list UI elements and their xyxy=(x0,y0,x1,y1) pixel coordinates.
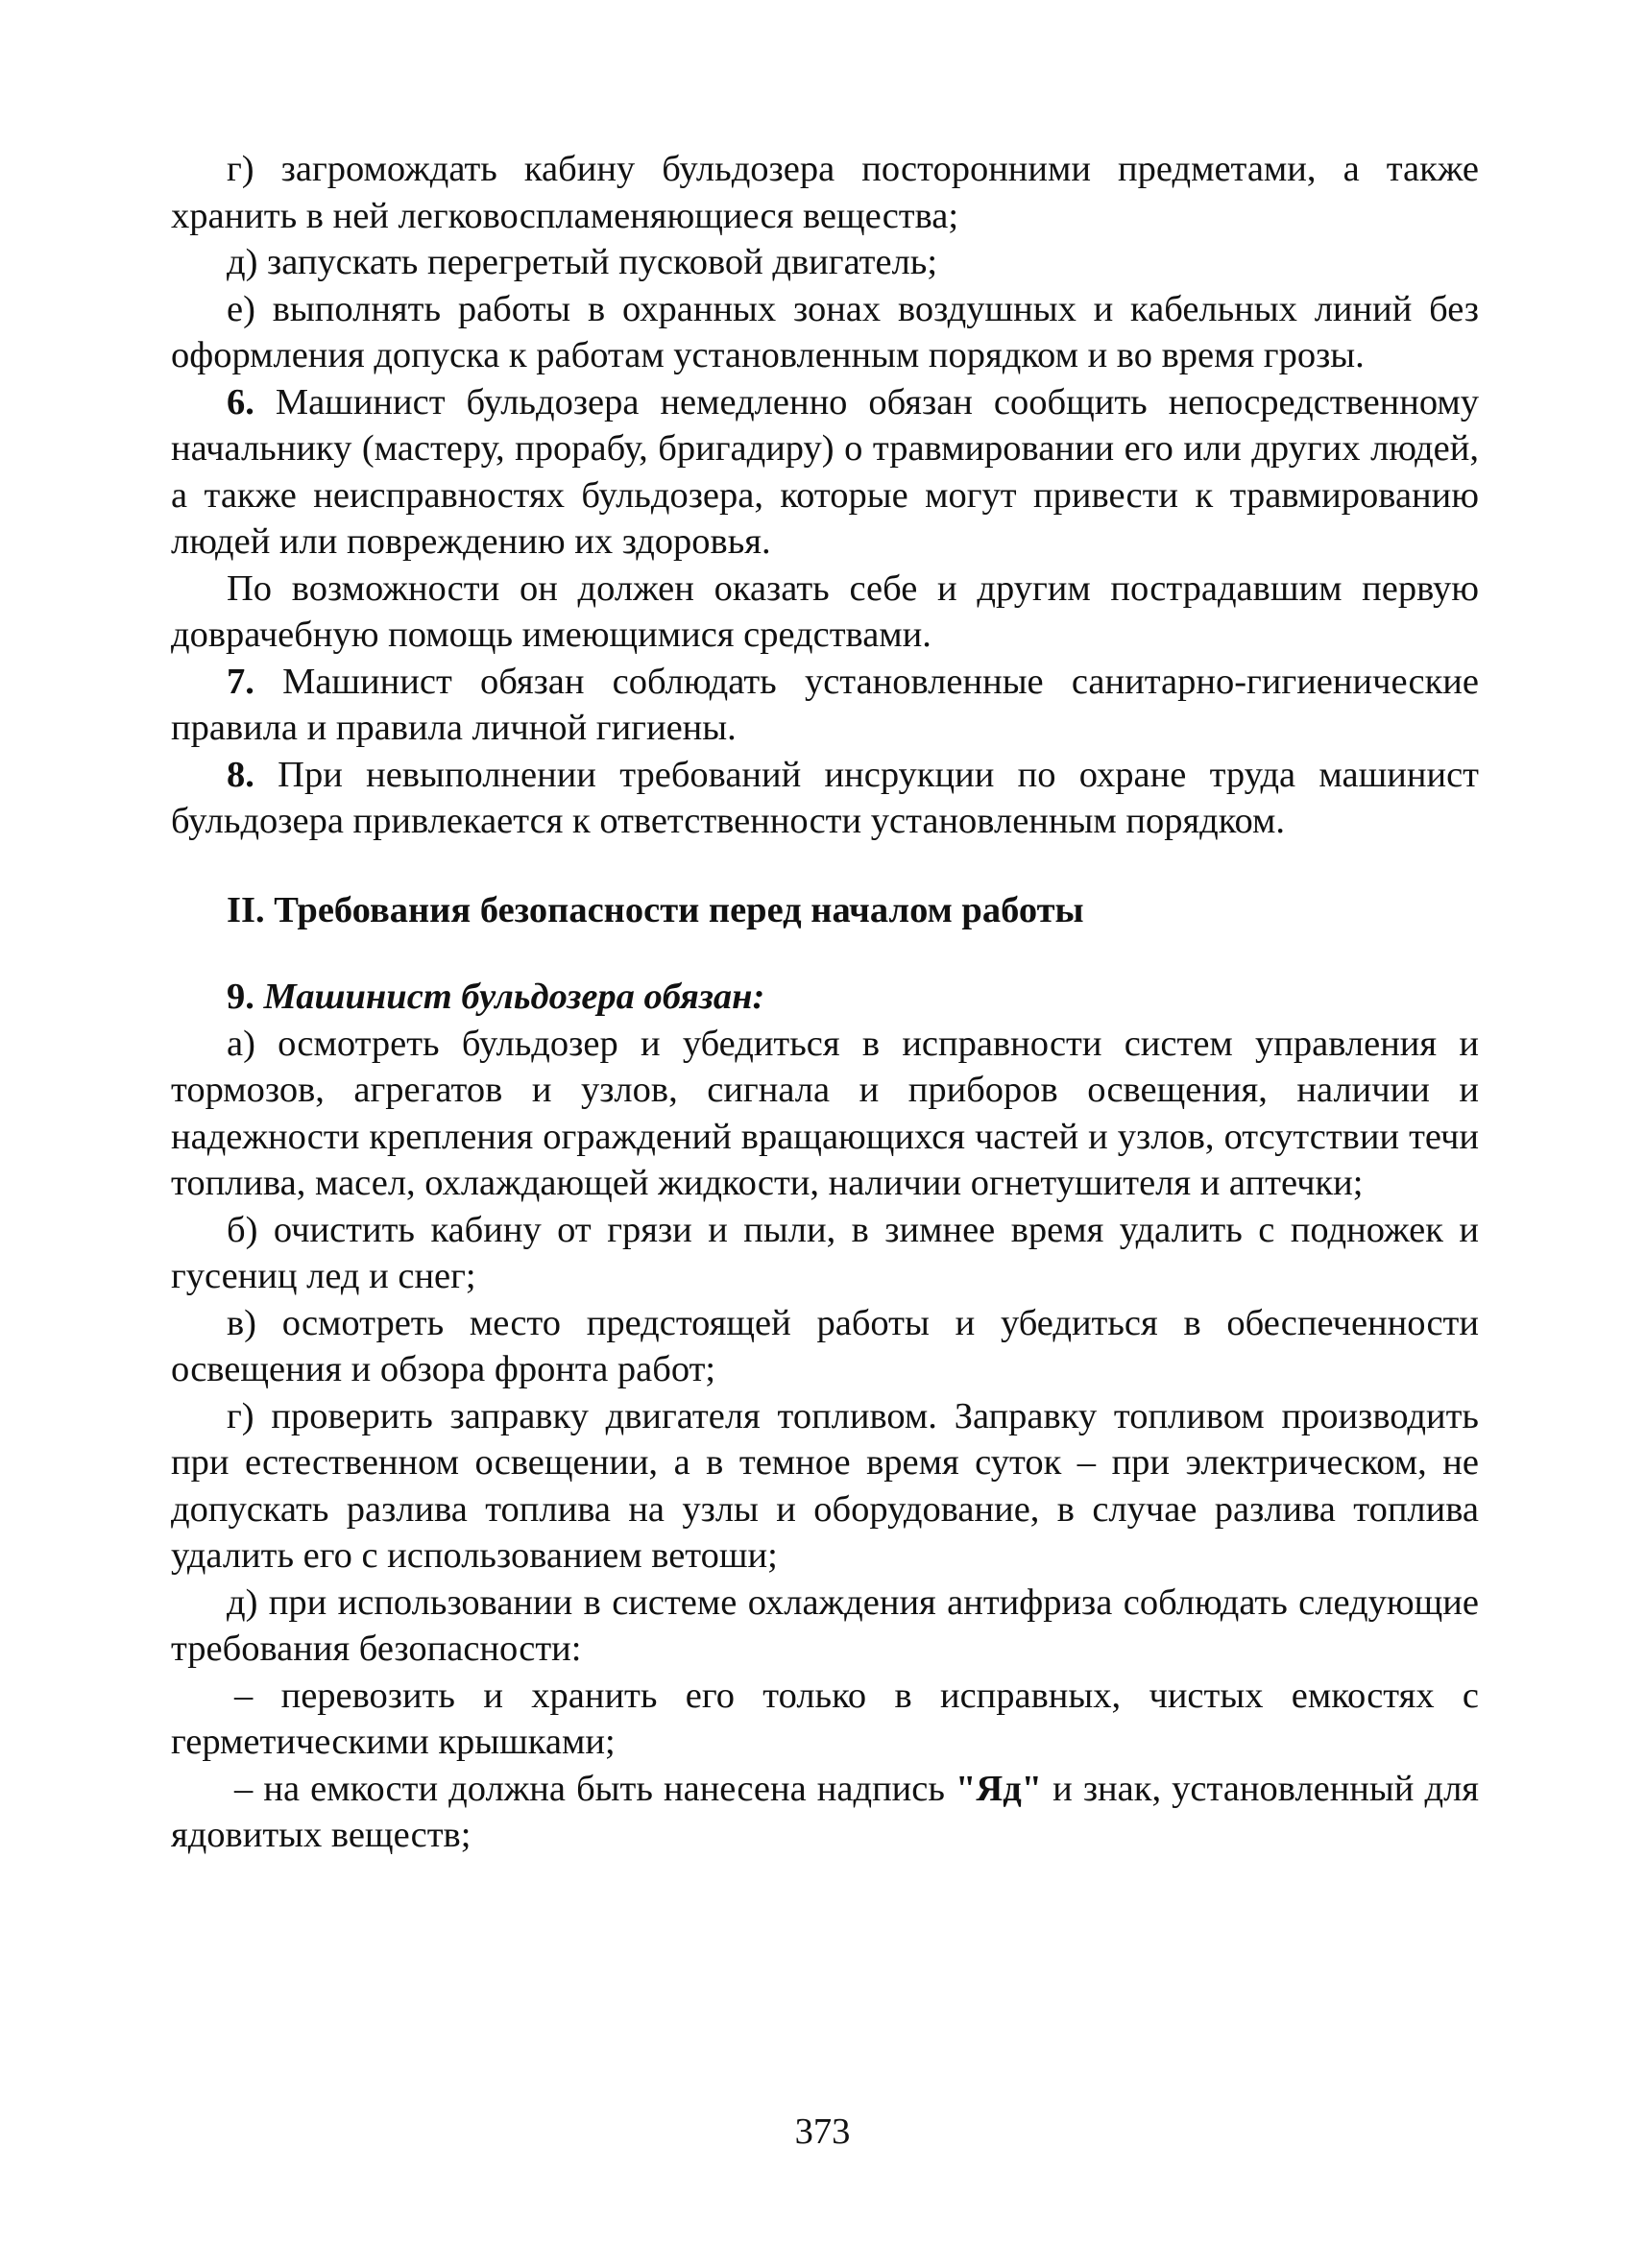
paragraph-item-6-extra: По возможности он должен оказать себе и другим пострадавшим первую доврачебную помощь имеющимися средствами. xyxy=(171,567,1479,655)
item-8-text: При невыполнении требований инсрукции по охране труда машинист бульдозера привлекается к ответственности установленным порядком. xyxy=(171,754,1479,841)
item-number-6: 6. xyxy=(227,381,254,422)
list-item-a: а) осмотреть бульдозер и убедиться в исправности систем управления и тормозов, агрегатов и узлов, сигнала и приборов освещения, наличии и надежности крепления ограждений вращающихся частей и узлов, отсутствии течи топлива, масел, охлаждающей жидкости, наличии огнетушителя и аптечки; xyxy=(171,1023,1479,1203)
dash-item-2-before: – на емкости должна быть нанесена надпись xyxy=(234,1768,956,1809)
item-number-7: 7. xyxy=(227,661,254,702)
item-9-lead: Машинист бульдозера обязан: xyxy=(254,977,765,1017)
dash-item-2-after: и знак, установленный для ядовитых веществ; xyxy=(171,1768,1479,1855)
list-item-g: г) проверить заправку двигателя топливом. Заправку топливом производить при естественном освещении, а в темное время суток – при электрическом, не допускать разлива топлива на узлы и оборудование, в случае разлива топлива удалить его с использованием ветоши; xyxy=(171,1395,1479,1576)
poison-label: "Яд" xyxy=(956,1768,1043,1809)
item-7-text: Машинист обязан соблюдать установленные санитарно-гигиенические правила и правила личной гигиены. xyxy=(171,661,1479,748)
list-item-b: б) очистить кабину от грязи и пыли, в зимнее время удалить с подножек и гусениц лед и снег; xyxy=(171,1209,1479,1296)
document-page xyxy=(171,146,1479,1859)
item-6-text: Машинист бульдозера немедленно обязан сообщить непосредственному начальнику (мастеру, прорабу, бригадиру) о травмировании его или других людей, а также неисправностях бульдозера, которые могут привести к травмированию людей или повреждению их здоровья. xyxy=(171,381,1479,562)
list-item-v: в) осмотреть место предстоящей работы и убедиться в обеспеченности освещения и обзора фронта работ; xyxy=(171,1302,1479,1389)
page-number: 373 xyxy=(794,2111,851,2152)
paragraph-item-7 xyxy=(171,659,1479,752)
paragraph-item-d: д) запускать перегретый пусковой двигатель; xyxy=(227,242,938,282)
section-heading: II. Требования безопасности перед началом работы xyxy=(227,889,1084,930)
paragraph-item-8 xyxy=(171,752,1479,845)
paragraph-item-e: е) выполнять работы в охранных зонах воздушных и кабельных линий без оформления допуска к работам установленным порядком и во время грозы. xyxy=(171,288,1479,375)
paragraph-item-6 xyxy=(171,379,1479,566)
dash-item-2 xyxy=(171,1766,1479,1859)
item-number-9: 9. xyxy=(227,977,254,1017)
item-number-8: 8. xyxy=(227,754,254,795)
paragraph-item-g: г) загромождать кабину бульдозера посторонними предметами, а также хранить в ней легковоспламеняющиеся вещества; xyxy=(171,149,1479,236)
list-item-d: д) при использовании в системе охлаждения антифриза соблюдать следующие требования безопасности: xyxy=(171,1581,1479,1669)
dash-item-1: – перевозить и хранить его только в исправных, чистых емкостях с герметическими крышками; xyxy=(171,1675,1479,1762)
paragraph-item-9 xyxy=(171,974,1479,1021)
